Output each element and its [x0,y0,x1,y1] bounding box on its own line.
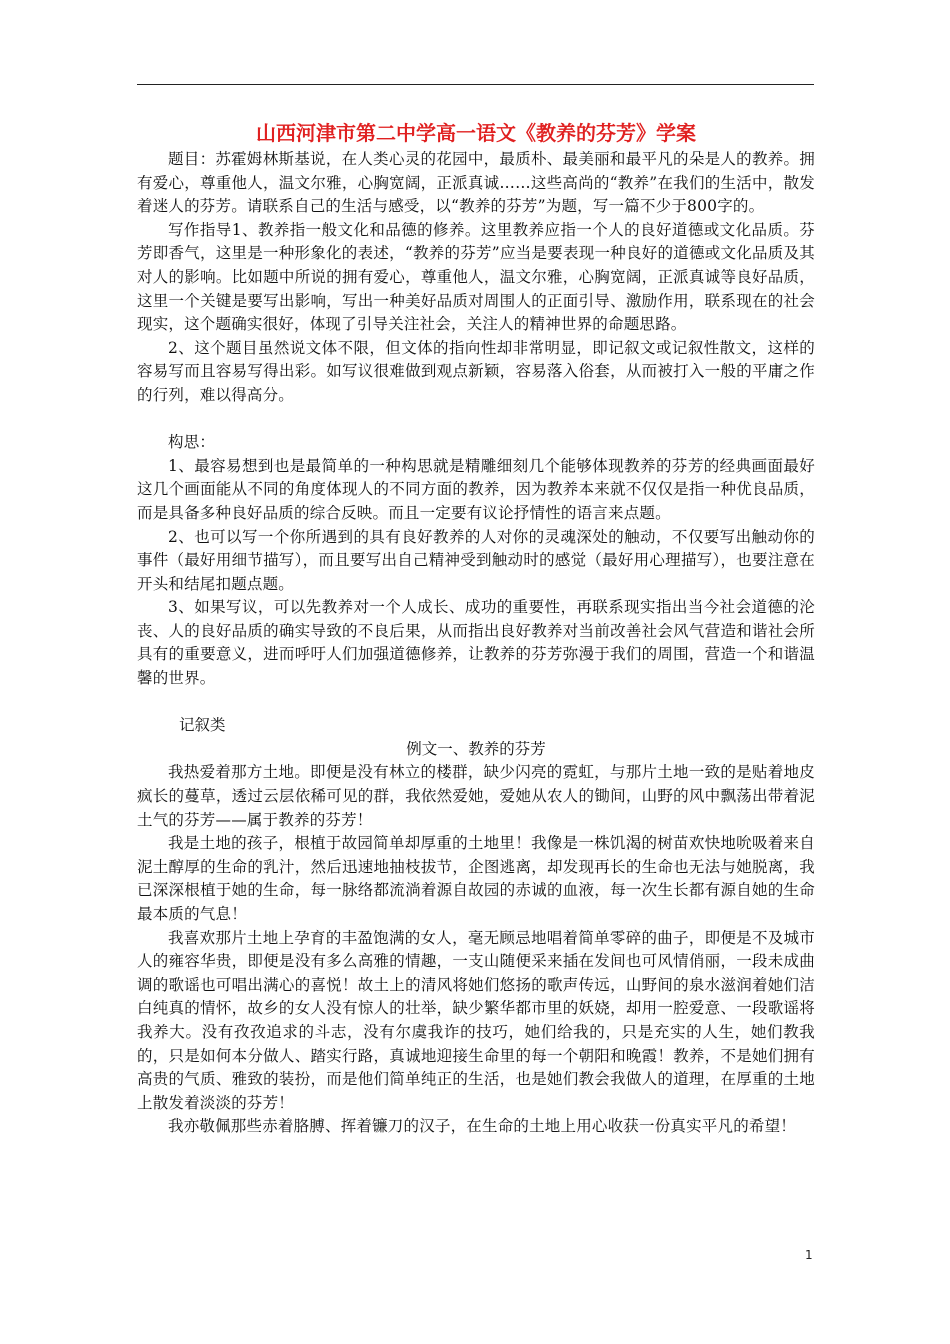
idea-1: 1、最容易想到也是最简单的一种构思就是精雕细刻几个能够体现教养的芬芳的经典画面最好这几个画面能从不同的角度体现人的不同方面的教养，因为教养本来就不仅仅是指一种优良品质，而是具备多种良好品质的综合反映。而且一定要有议论抒情性的语言来点题。 [137,456,815,522]
example-paragraph-3: 我喜欢那片土地上孕育的丰盈饱满的女人，毫无顾忌地唱着简单零碎的曲子，即便是不及城市人的雍容华贵，即便是没有多么高雅的情趣，一支山随便采来插在发间也可风情俏丽，一段未成曲调的歌谣也可唱出满心的喜悦！故土上的清风将她们悠扬的歌声传远，山野间的泉水滋润着她们洁白纯真的情怀，故乡的女人没有惊人的壮举，缺少繁华都市里的妖娆，却用一腔爱意、一段歌谣将我养大。没有孜孜追求的斗志，没有尔虞我诈的技巧，她们给我的，只是充实的人生，她们教我的，只是如何本分做人、踏实行路，真诚地迎接生命里的每一个朝阳和晚霞！教养，不是她们拥有高贵的气质、雅致的装扮，而是他们简单纯正的生活，也是她们教会我做人的道理，在厚重的土地上散发着淡淡的芬芳！ [137,928,815,1112]
idea-2: 2、也可以写一个你所遇到的具有良好教养的人对你的灵魂深处的触动，不仅要写出触动你的事件（最好用细节描写），而且要写出自己精神受到触动时的感觉（最好用心理描写），也要注意在开头和结尾扣题点题。 [137,527,815,593]
example-paragraph-4: 我亦敬佩那些赤着胳膊、挥着镰刀的汉子，在生命的土地上用心收获一份真实平凡的希望！ [168,1117,797,1136]
document-body [137,118,815,1139]
blank-line [137,691,815,715]
category-label: 记叙类 [179,716,226,735]
document-title: 山西河津市第二中学高一语文《教养的芬芳》学案 [256,121,696,145]
writing-guide-1: 写作指导1、教养指一般文化和品德的修养。这里教养应指一个人的良好道德或文化品质。芬芳即香气，这里是一种形象化的表述，“教养的芬芳”应当是要表现一种良好的道德或文化品质及其对人的影响。比如题中所说的拥有爱心，尊重他人，温文尔雅，心胸宽阔，正派真诚等良好品质，这里一个关键是要写出影响，写出一种美好品质对周围人的正面引导、激励作用，联系现在的社会现实，这个题确实很好，体现了引导关注社会，关注人的精神世界的命题思路。 [137,220,815,334]
idea-3: 3、如果写议，可以先教养对一个人成长、成功的重要性，再联系现实指出当今社会道德的沦丧、人的良好品质的确实导致的不良后果，从而指出良好教养对当前改善社会风气营造和谐社会所具有的重要意义，进而呼吁人们加强道德修养，让教养的芬芳弥漫于我们的周围，营造一个和谐温馨的世界。 [137,598,815,688]
page-number: 1 [805,1248,813,1262]
example-title: 例文一、教养的芬芳 [406,739,546,758]
example-paragraph-2: 我是土地的孩子，根植于故园简单却厚重的土地里！我像是一株饥渴的树苗欢快地吮吸着来自泥土醇厚的生命的乳汁，然后迅速地抽枝拔节，企图逃离，却发现再长的生命也无法与她脱离，我已深深根植于她的生命，每一脉络都流淌着源自故园的赤诚的血液，每一次生长都有源自她的生命最本质的气息！ [137,834,815,923]
example-paragraph-1: 我热爱着那方土地。即便是没有林立的楼群，缺少闪亮的霓虹，与那片土地一致的是贴着地皮疯长的蔓草，透过云层依稀可见的群，我依然爱她，爱她从农人的锄间，山野的风中飘荡出带着泥土气的芬芳——属于教养的芬芳！ [137,763,815,829]
topic-paragraph: 题目：苏霍姆林斯基说，在人类心灵的花园中，最质朴、最美丽和最平凡的朵是人的教养。拥有爱心，尊重他人，温文尔雅，心胸宽阔，正派真诚……这些高尚的“教养”在我们的生活中，散发着迷人的芬芳。请联系自己的生活与感受，以“教养的芬芳”为题，写一篇不少于800字的。 [137,150,815,216]
writing-guide-2: 2、这个题目虽然说文体不限，但文体的指向性却非常明显，即记叙文或记叙性散文，这样的容易写而且容易写得出彩。如写议很难做到观点新颖，容易落入俗套，从而被打入一般的平庸之作的行列，难以得高分。 [137,338,815,404]
idea-label: 构思： [168,433,216,452]
header-rule [137,84,814,85]
blank-line [137,408,815,432]
